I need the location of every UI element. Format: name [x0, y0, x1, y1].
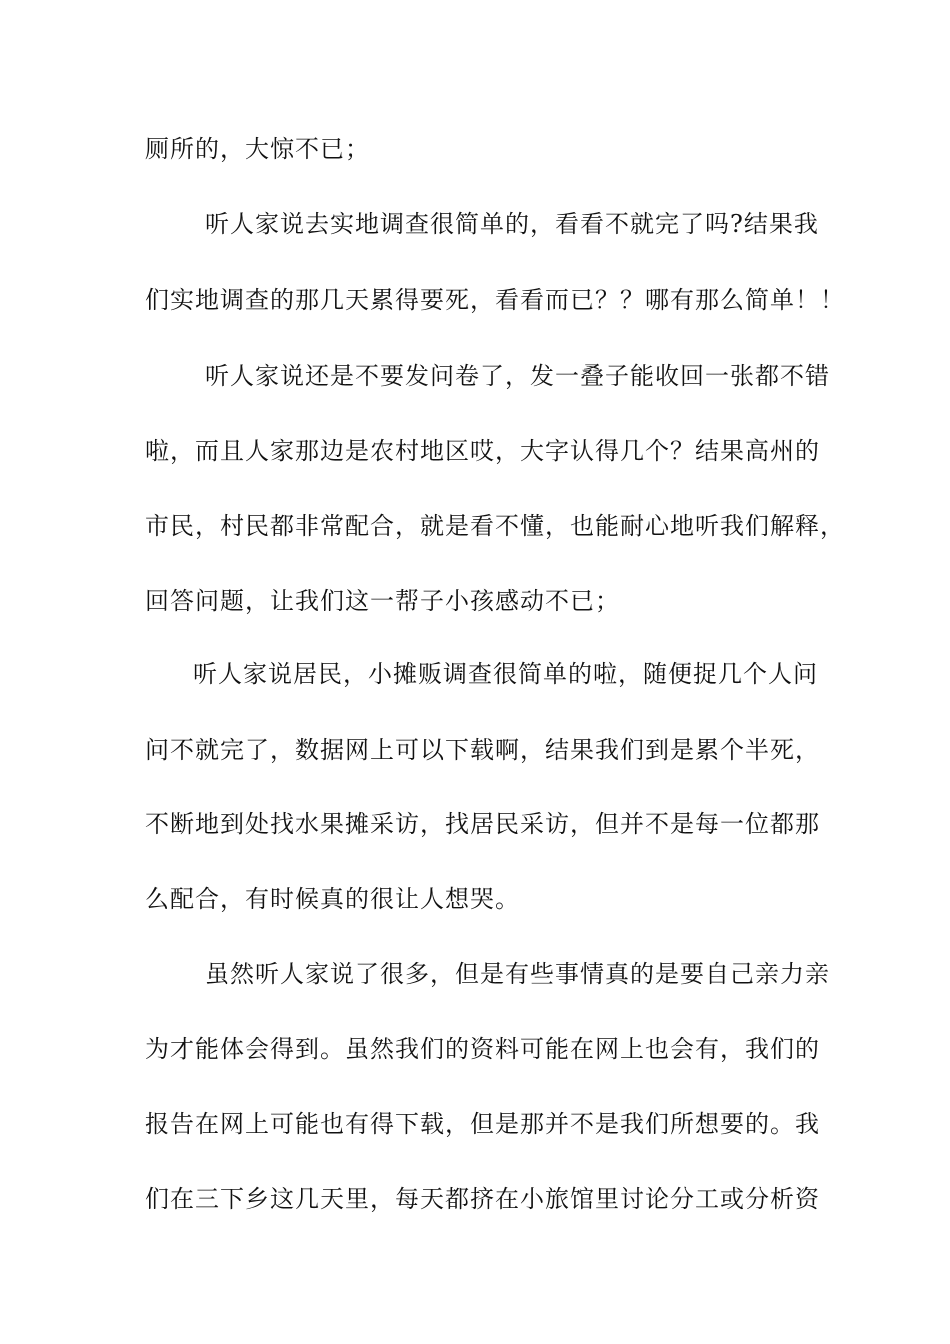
text-line: 听人家说去实地调查很简单的，看看不就完了吗?结果我 — [205, 210, 819, 238]
text-line: 听人家说还是不要发问卷了，发一叠子能收回一张都不错 — [205, 362, 830, 390]
text-line: 厕所的，大惊不已； — [145, 135, 370, 163]
text-line: 啦，而且人家那边是农村地区哎，大字认得几个？结果高州的 — [145, 437, 820, 465]
text-line: 听人家说居民，小摊贩调查很简单的啦，随便捉几个人问 — [193, 660, 818, 688]
text-line: 为才能体会得到。虽然我们的资料可能在网上也会有，我们的 — [145, 1035, 820, 1063]
text-line: 报告在网上可能也有得下载，但是那并不是我们所想要的。我 — [145, 1110, 820, 1138]
text-line: 市民，村民都非常配合，就是看不懂，也能耐心地听我们解释， — [145, 512, 845, 540]
text-line: 们实地调查的那几天累得要死，看看而已？？哪有那么简单！！ — [145, 286, 845, 314]
text-line: 不断地到处找水果摊采访，找居民采访，但并不是每一位都那 — [145, 810, 820, 838]
text-line: 么配合，有时候真的很让人想哭。 — [145, 885, 520, 913]
text-line: 问不就完了，数据网上可以下载啊，结果我们到是累个半死， — [145, 736, 820, 764]
text-line: 回答问题，让我们这一帮子小孩感动不已； — [145, 587, 620, 615]
text-line: 们在三下乡这几天里，每天都挤在小旅馆里讨论分工或分析资 — [145, 1185, 820, 1213]
text-line: 虽然听人家说了很多，但是有些事情真的是要自己亲力亲 — [205, 960, 830, 988]
